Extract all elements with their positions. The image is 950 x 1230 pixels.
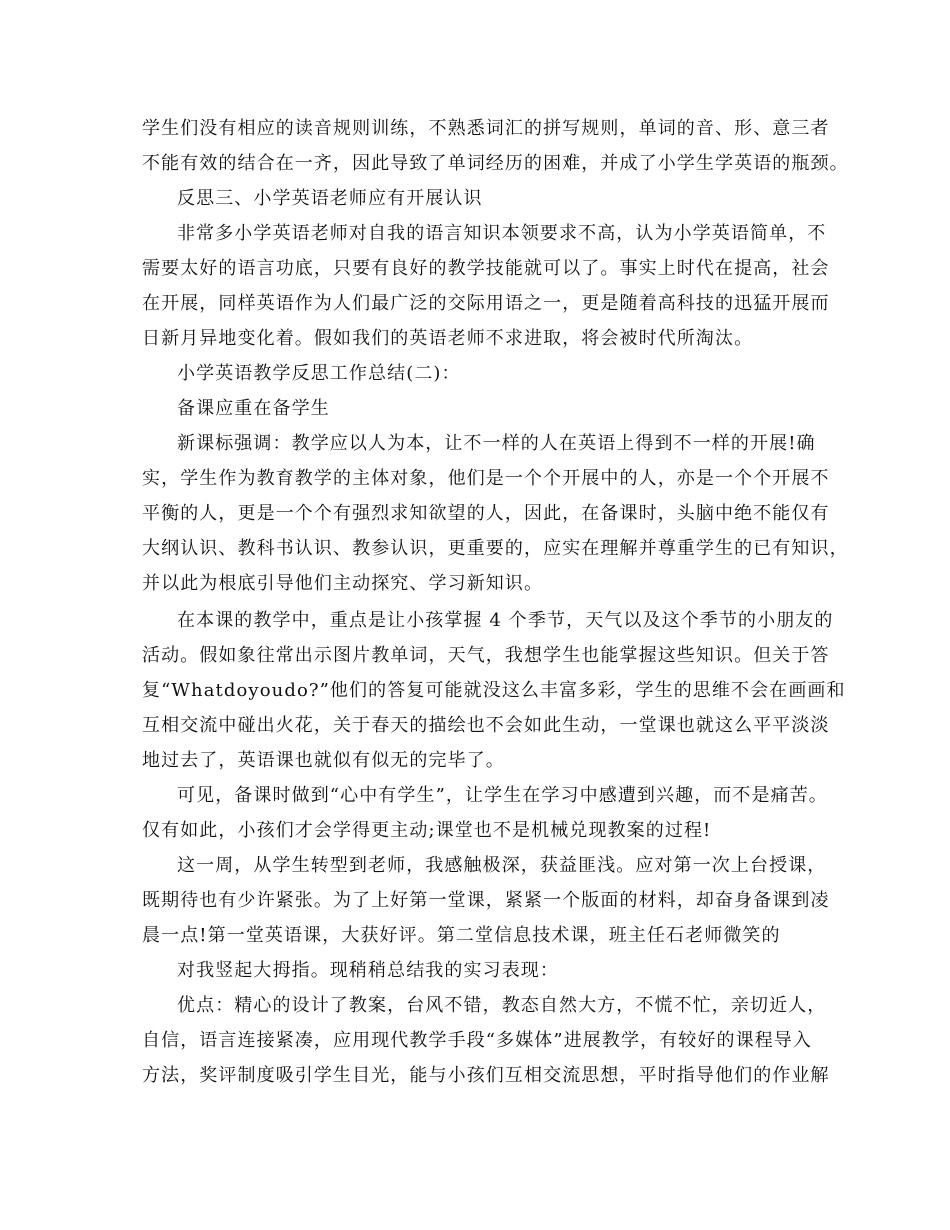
text-line: 平衡的人，更是一个个有强烈求知欲望的人，因此，在备课时，头脑中绝不能仅有: [142, 503, 830, 524]
text-line: 学生们没有相应的读音规则训练，不熟悉词汇的拼写规则，单词的音、形、意三者: [142, 118, 830, 139]
text-line: 可见，备课时做到“心中有学生”，让学生在学习中感遭到兴趣，而不是痛苦。: [177, 785, 828, 806]
text-line: 这一周，从学生转型到老师，我感触极深，获益匪浅。应对第一次上台授课，: [177, 855, 827, 876]
text-line: 地过去了，英语课也就似有似无的完毕了。: [142, 750, 505, 771]
section-heading: 备课应重在备学生: [177, 398, 330, 419]
text-line: 复“Whatdoyoudo?”他们的答复可能就没这么丰富多彩，学生的思维不会在画画和: [142, 680, 846, 701]
text-line: 并以此为根底引导他们主动探究、学习新知识。: [142, 573, 544, 594]
text-line: 既期待也有少许紧张。为了上好第一堂课，紧紧一个版面的材料，却奋身备课到凌: [142, 890, 830, 911]
text-line: 日新月异地变化着。假如我们的英语老师不求进取，将会被时代所淘汰。: [142, 328, 754, 349]
text-line: 实，学生作为教育教学的主体对象，他们是一个个开展中的人，亦是一个个开展不: [142, 468, 830, 489]
text-line: 互相交流中碰出火花，关于春天的描绘也不会如此生动，一堂课也就这么平平淡淡: [142, 715, 830, 736]
text-line: 在开展，同样英语作为人们最广泛的交际用语之一，更是随着高科技的迅猛开展而: [142, 293, 830, 314]
text-line: 新课标强调：教学应以人为本，让不一样的人在英语上得到不一样的开展!确: [177, 433, 816, 454]
text-line: 方法，奖评制度吸引学生目光，能与小孩们互相交流思想，平时指导他们的作业解: [142, 1065, 830, 1086]
section-heading: 反思三、小学英语老师应有开展认识: [177, 188, 483, 209]
text-line: 对我竖起大拇指。现稍稍总结我的实习表现：: [177, 960, 559, 981]
text-line: 活动。假如象往常出示图片教单词，天气，我想学生也能掌握这些知识。但关于答: [142, 645, 830, 666]
text-line: 需要太好的语言功底，只要有良好的教学技能就可以了。事实上时代在提高，社会: [142, 258, 830, 279]
text-line: 晨一点!第一堂英语课，大获好评。第二堂信息技术课，班主任石老师微笑的: [142, 925, 781, 946]
text-line: 非常多小学英语老师对自我的语言知识本领要求不高，认为小学英语简单，不: [177, 223, 827, 244]
text-line: 自信，语言连接紧凑，应用现代教学手段“多媒体”进展教学，有较好的课程导入: [142, 1030, 813, 1051]
text-line: 优点：精心的设计了教案，台风不错，教态自然大方，不慌不忙，亲切近人，: [177, 995, 827, 1016]
text-line: 仅有如此，小孩们才会学得更主动;课堂也不是机械兑现教案的过程!: [142, 820, 712, 841]
text-line: 不能有效的结合在一齐，因此导致了单词经历的困难，并成了小学生学英语的瓶颈。: [142, 153, 849, 174]
section-heading: 小学英语教学反思工作总结(二)：: [177, 363, 461, 384]
text-line: 大纲认识、教科书认识、教参认识，更重要的，应实在理解并尊重学生的已有知识，: [142, 538, 849, 559]
text-line: 在本课的教学中，重点是让小孩掌握 4 个季节，天气以及这个季节的小朋友的: [177, 610, 834, 631]
